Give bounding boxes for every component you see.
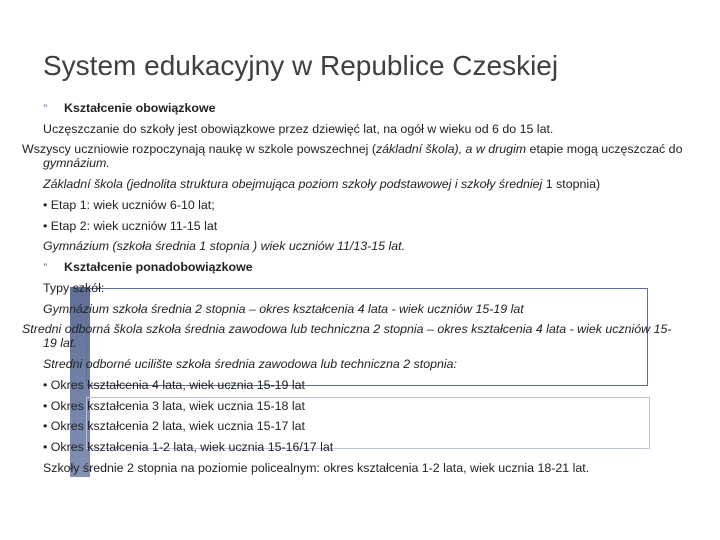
list-item: • Okres kształcenia 3 lata, wiek ucznia 15-18 lat xyxy=(43,398,305,413)
bullet-icon: ” xyxy=(43,262,48,273)
list-item: • Etap 2: wiek uczniów 11-15 lat xyxy=(43,218,218,233)
text-line-wrapped xyxy=(22,140,683,174)
text-segment-italic: základní škola), a w drugim xyxy=(375,142,527,157)
heading-text: Kształcenie ponadobowiązkowe xyxy=(64,260,253,275)
text-line: Gymnázium (szkoła średnia 1 stopnia ) wiek uczniów 11/13-15 lat. xyxy=(43,239,406,254)
slide-body xyxy=(22,98,683,479)
text-segment: etapie mogą uczęszczać do xyxy=(526,142,683,157)
text-segment-italic: gymnázium. xyxy=(43,155,110,170)
list-item: • Okres kształcenia 4 lata, wiek ucznia 15-19 lat xyxy=(43,377,305,392)
section-heading-post-compulsory xyxy=(43,257,683,278)
text-segment: 1 stopnia) xyxy=(542,176,601,191)
slide-title: System edukacyjny w Republice Czeskiej xyxy=(43,50,559,81)
list-item: • Etap 1: wiek uczniów 6-10 lat; xyxy=(43,197,215,212)
list-item: • Okres kształcenia 1-2 lata, wiek ucznia 15-16/17 lat xyxy=(43,440,334,455)
text-line-wrapped: Stredni odborná škola szkoła średnia zawodowa lub techniczna 2 stopnia – okres kształcenia 4 lata - wiek uczniów 15-19 lat. xyxy=(22,322,672,350)
text-segment-italic: Základní škola (jednolita struktura obejmująca poziom szkoły podstawowej i szkoły średniej xyxy=(43,176,543,191)
bullet-icon: ” xyxy=(43,103,48,113)
text-line: Typy szkół: xyxy=(43,280,105,295)
text-line xyxy=(43,174,683,195)
text-line: Gymnázium szkoła średnia 2 stopnia – okres kształcenia 4 lata - wiek uczniów 15-19 lat xyxy=(43,301,524,316)
list-item: • Okres kształcenia 2 lata, wiek ucznia 15-17 lat xyxy=(43,419,305,434)
text-line: Stredni odborné ucilište szkoła średnia zawodowa lub techniczna 2 stopnia: xyxy=(43,356,457,371)
text-segment: Wszyscy uczniowie rozpoczynają naukę w szkole powszechnej ( xyxy=(22,142,376,157)
text-line: Szkoły średnie 2 stopnia na poziomie policealnym: okres kształcenia 1-2 lata, wiek ucznia 18-21 lat. xyxy=(43,460,590,475)
text-line: Uczęszczanie do szkoły jest obowiązkowe przez dziewięć lat, na ogół w wieku od 6 do 15 lat. xyxy=(43,121,554,136)
heading-text: Kształcenie obowiązkowe xyxy=(64,101,216,115)
section-heading-compulsory xyxy=(43,98,683,119)
